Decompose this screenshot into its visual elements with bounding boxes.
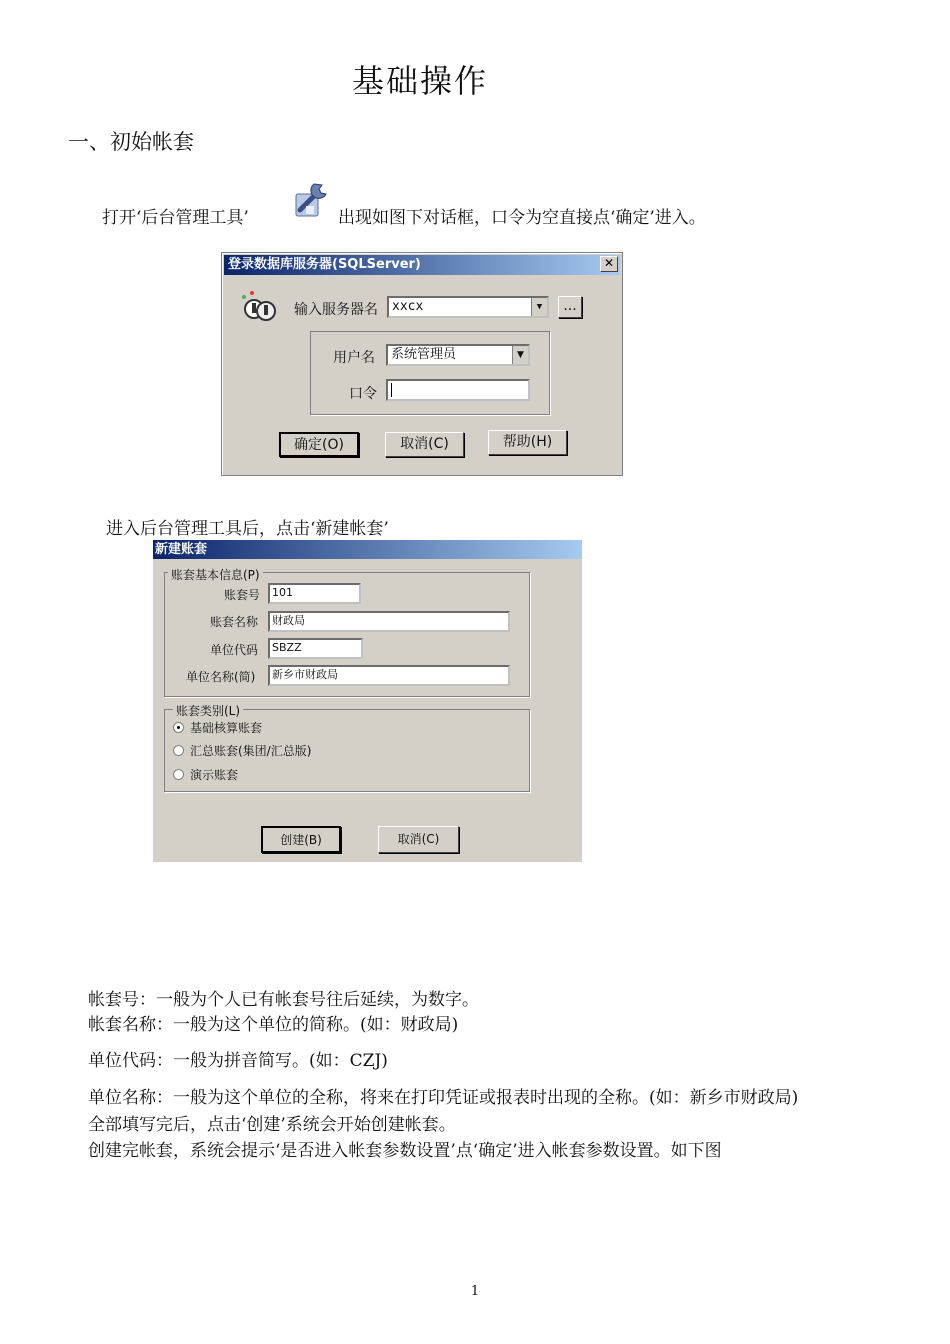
radio-summary-account-label: 汇总账套(集团/汇总版) xyxy=(190,744,312,758)
password-input[interactable] xyxy=(386,379,530,401)
line-after-create: 创建完帐套，系统会提示‘是否进入帐套参数设置’点‘确定’进入帐套参数设置。如下图 xyxy=(88,1141,722,1161)
ok-button[interactable]: 确定(O) xyxy=(279,432,359,457)
radio-basic-account[interactable] xyxy=(173,722,184,733)
server-name-value: xxcx xyxy=(392,299,424,314)
username-value: 系统管理员 xyxy=(391,347,457,362)
radio-summary-account[interactable] xyxy=(173,745,184,756)
server-name-label: 输入服务器名 xyxy=(294,302,378,318)
password-label: 口令 xyxy=(349,386,377,402)
new-account-dialog-title: 新建账套 xyxy=(153,540,582,559)
new-account-dialog xyxy=(153,540,582,862)
cancel-create-button[interactable]: 取消(C) xyxy=(378,826,459,853)
basic-info-group-title: 账套基本信息(P) xyxy=(168,566,263,583)
section-heading: 一、初始帐套 xyxy=(68,130,194,154)
unit-code-label: 单位代码 xyxy=(210,643,259,657)
line-unit-code: 单位代码：一般为拼音简写。(如：CZJ) xyxy=(88,1051,388,1071)
page-number: 1 xyxy=(470,1284,480,1299)
account-type-group-title: 账套类别(L) xyxy=(173,702,243,719)
unit-code-input[interactable]: SBZZ xyxy=(268,638,363,659)
paragraph-dialog-hint: 出现如图下对话框，口令为空直接点‘确定’进入。 xyxy=(338,208,706,228)
paragraph-open-tool: 打开‘后台管理工具’ xyxy=(102,208,249,228)
paragraph-new-account: 进入后台管理工具后，点击‘新建帐套’ xyxy=(106,519,389,539)
account-name-label: 账套名称 xyxy=(210,615,259,629)
line-account-name: 帐套名称：一般为这个单位的简称。(如：财政局) xyxy=(88,1015,459,1035)
create-button[interactable]: 创建(B) xyxy=(261,826,341,853)
account-number-input[interactable]: 101 xyxy=(268,583,361,604)
chevron-down-icon[interactable]: ▼ xyxy=(512,346,528,364)
line-unit-name: 单位名称：一般为这个单位的全称，将来在打印凭证或报表时出现的全称。(如：新乡市财政局) xyxy=(88,1088,799,1108)
username-combo[interactable] xyxy=(386,344,530,366)
chevron-down-icon[interactable]: ▼ xyxy=(531,298,547,316)
account-number-label: 账套号 xyxy=(224,588,261,602)
radio-demo-account[interactable] xyxy=(173,769,184,780)
login-dialog-title: 登录数据库服务器(SQLServer) xyxy=(224,255,620,275)
close-icon[interactable]: ✕ xyxy=(600,256,618,272)
radio-demo-account-label: 演示账套 xyxy=(190,768,239,782)
admin-tool-icon xyxy=(292,180,332,218)
cancel-button[interactable]: 取消(C) xyxy=(385,432,464,457)
login-dialog xyxy=(221,252,623,476)
server-name-combo[interactable] xyxy=(387,296,549,318)
line-create: 全部填写完后，点击‘创建’系统会开始创建帐套。 xyxy=(88,1115,456,1135)
unit-name-label: 单位名称(简) xyxy=(186,670,256,684)
server-keys-icon xyxy=(240,291,280,327)
help-button[interactable]: 帮助(H) xyxy=(488,430,567,455)
radio-basic-account-label: 基础核算账套 xyxy=(190,721,263,735)
browse-button[interactable]: ... xyxy=(558,296,582,318)
unit-name-input[interactable]: 新乡市财政局 xyxy=(268,665,510,686)
line-account-number: 帐套号：一般为个人已有帐套号往后延续，为数字。 xyxy=(88,990,479,1010)
text-cursor xyxy=(391,383,392,397)
username-label: 用户名 xyxy=(333,350,375,366)
account-name-input[interactable]: 财政局 xyxy=(268,611,510,632)
page-title: 基础操作 xyxy=(351,62,488,100)
